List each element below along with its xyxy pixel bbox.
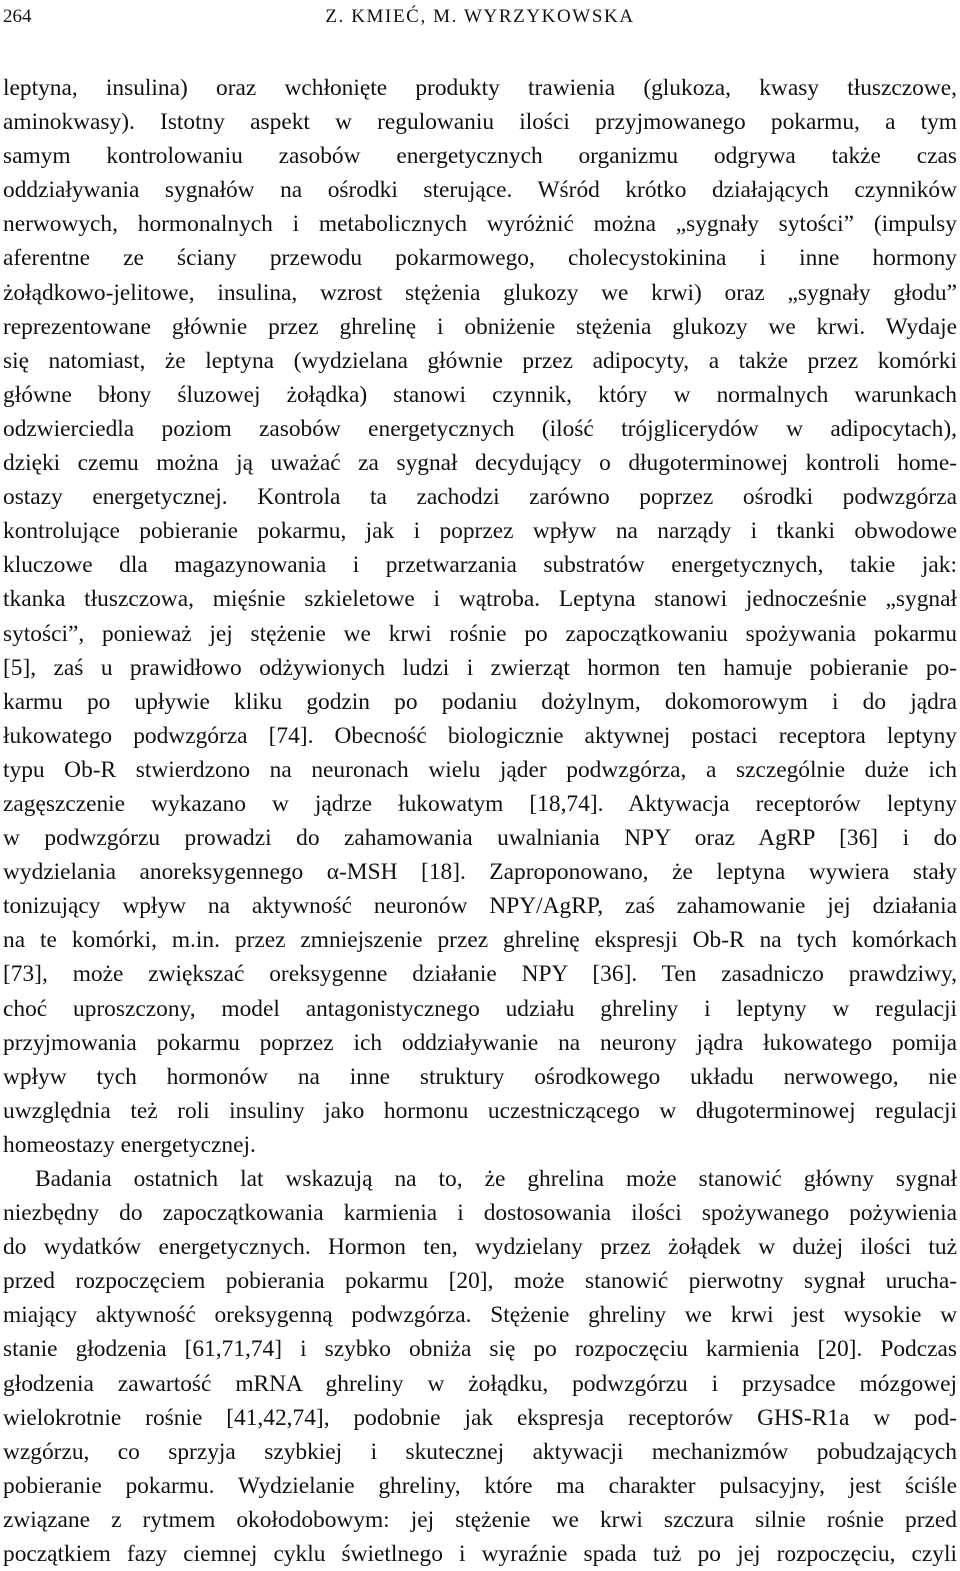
text-line: choć uproszczony, model antagonistycznego udziału ghreliny i leptyny w regulacji — [3, 995, 957, 1022]
running-head — [3, 4, 957, 30]
text-line: związane z rytmem okołodobowym: jej stężenie we krwi szczura silnie rośnie przed — [3, 1506, 957, 1533]
text-line: typu Ob-R stwierdzono na neuronach wielu jąder podwzgórza, a szczególnie duże ich — [3, 756, 957, 783]
text-line: do wydatków energetycznych. Hormon ten, wydzielany przez żołądek w dużej ilości tuż — [3, 1234, 957, 1261]
text-line: leptyna, insulina) oraz wchłonięte produkty trawienia (glukoza, kwasy tłuszczowe, — [3, 75, 957, 101]
text-line: w podwzgórzu prowadzi do zahamowania uwalniania NPY oraz AgRP [36] i do — [3, 825, 957, 852]
text-line: wydzielania anoreksygennego α-MSH [18]. Zaproponowano, że leptyna wywiera stały — [3, 859, 957, 886]
text-line: nerwowych, hormonalnych i metabolicznych wyróżnić można „sygnały sytości” (impulsy — [3, 211, 957, 238]
text-line: łukowatego podwzgórza [74]. Obecność biologicznie aktywnej postaci receptora leptyny — [3, 722, 957, 749]
paragraph-2 — [3, 1162, 957, 1571]
text-line: na te komórki, m.in. przez zmniejszenie przez ghrelinę ekspresji Ob-R na tych komórkach — [3, 927, 957, 954]
text-line: karmu po upływie kliku godzin po podaniu dożylnym, dokomorowym i do jądra — [3, 688, 957, 715]
text-line: Badania ostatnich lat wskazują na to, że ghrelina może stanowić główny sygnał — [35, 1166, 957, 1192]
text-line: homeostazy energetycznej. — [3, 1131, 256, 1158]
text-line: samym kontrolowaniu zasobów energetycznych organizmu odgrywa także czas — [3, 143, 957, 170]
text-line: miający aktywność oreksygenną podwzgórza. Stężenie ghreliny we krwi jest wysokie w — [3, 1302, 957, 1329]
text-line: tkanka tłuszczowa, mięśnie szkieletowe i wątroba. Leptyna stanowi jednocześnie „sygnał — [3, 586, 957, 613]
text-line: dzięki czemu można ją uważać za sygnał decydujący o długoterminowej kontroli home- — [3, 450, 957, 477]
text-line: zagęszczenie wykazano w jądrze łukowatym [18,74]. Aktywacja receptorów leptyny — [3, 790, 957, 817]
text-line: kluczowe dla magazynowania i przetwarzania substratów energetycznych, takie jak: — [3, 552, 957, 579]
text-line: kontrolujące pobieranie pokarmu, jak i poprzez wpływ na narządy i tkanki obwodowe — [3, 518, 957, 545]
text-line: reprezentowane głównie przez ghrelinę i obniżenie stężenia glukozy we krwi. Wydaje — [3, 313, 957, 340]
text-line: aminokwasy). Istotny aspekt w regulowaniu ilości przyjmowanego pokarmu, a tym — [3, 109, 957, 136]
text-line: pobieranie pokarmu. Wydzielanie ghreliny, które ma charakter pulsacyjny, jest ściśle — [3, 1472, 957, 1499]
header-authors: Z. KMIEĆ, M. WYRZYKOWSKA — [325, 6, 635, 27]
text-line: się natomiast, że leptyna (wydzielana głównie przez adipocyty, a także przez komórki — [3, 347, 957, 374]
text-line: aferentne ze ściany przewodu pokarmowego, cholecystokinina i inne hormony — [3, 245, 957, 272]
text-line: tonizujący wpływ na aktywność neuronów NPY/AgRP, zaś zahamowanie jej działania — [3, 893, 957, 920]
text-line: główne błony śluzowej żołądka) stanowi czynnik, który w normalnych warunkach — [3, 381, 957, 408]
text-line: wpływ tych hormonów na inne struktury ośrodkowego układu nerwowego, nie — [3, 1063, 957, 1090]
text-line: żołądkowo-jelitowe, insulina, wzrost stężenia glukozy we krwi) oraz „sygnały głodu” — [3, 279, 957, 306]
paragraph-1 — [3, 71, 957, 1162]
text-line: przed rozpoczęciem pobierania pokarmu [20], może stanowić pierwotny sygnał urucha- — [3, 1268, 957, 1295]
text-line: wzgórzu, co sprzyja szybkiej i skutecznej aktywacji mechanizmów pobudzających — [3, 1438, 957, 1465]
text-line: odzwierciedla poziom zasobów energetycznych (ilość trójglicerydów w adipocytach), — [3, 415, 957, 442]
text-line: [73], może zwiększać oreksygenne działanie NPY [36]. Ten zasadniczo prawdziwy, — [3, 961, 957, 988]
text-line: niezbędny do zapoczątkowania karmienia i dostosowania ilości spożywanego pożywienia — [3, 1200, 957, 1227]
text-line: ostazy energetycznej. Kontrola ta zachodzi zarówno poprzez ośrodki podwzgórza — [3, 484, 957, 511]
text-line: [5], zaś u prawidłowo odżywionych ludzi i zwierząt hormon ten hamuje pobieranie po- — [3, 654, 957, 681]
text-line: przyjmowania pokarmu poprzez ich oddziaływanie na neurony jądra łukowatego pomija — [3, 1029, 957, 1056]
page-number: 264 — [3, 6, 32, 27]
article-body — [3, 71, 957, 1571]
text-line: początkiem fazy ciemnej cyklu świetlnego i wyraźnie spada tuż po jej rozpoczęciu, czyli — [3, 1541, 957, 1568]
text-line: oddziaływania sygnałów na ośrodki sterujące. Wśród krótko działających czynników — [3, 177, 957, 204]
text-line: głodzenia zawartość mRNA ghreliny w żołądku, podwzgórzu i przysadce mózgowej — [3, 1370, 957, 1397]
text-line: wielokrotnie rośnie [41,42,74], podobnie jak ekspresja receptorów GHS-R1a w pod- — [3, 1404, 957, 1431]
text-line: stanie głodzenia [61,71,74] i szybko obniża się po rozpoczęciu karmienia [20]. Podczas — [3, 1336, 957, 1363]
text-line: uwzględnia też roli insuliny jako hormonu uczestniczącego w długoterminowej regulacji — [3, 1097, 957, 1124]
text-line: sytości”, ponieważ jej stężenie we krwi rośnie po zapoczątkowaniu spożywania pokarmu — [3, 620, 957, 647]
